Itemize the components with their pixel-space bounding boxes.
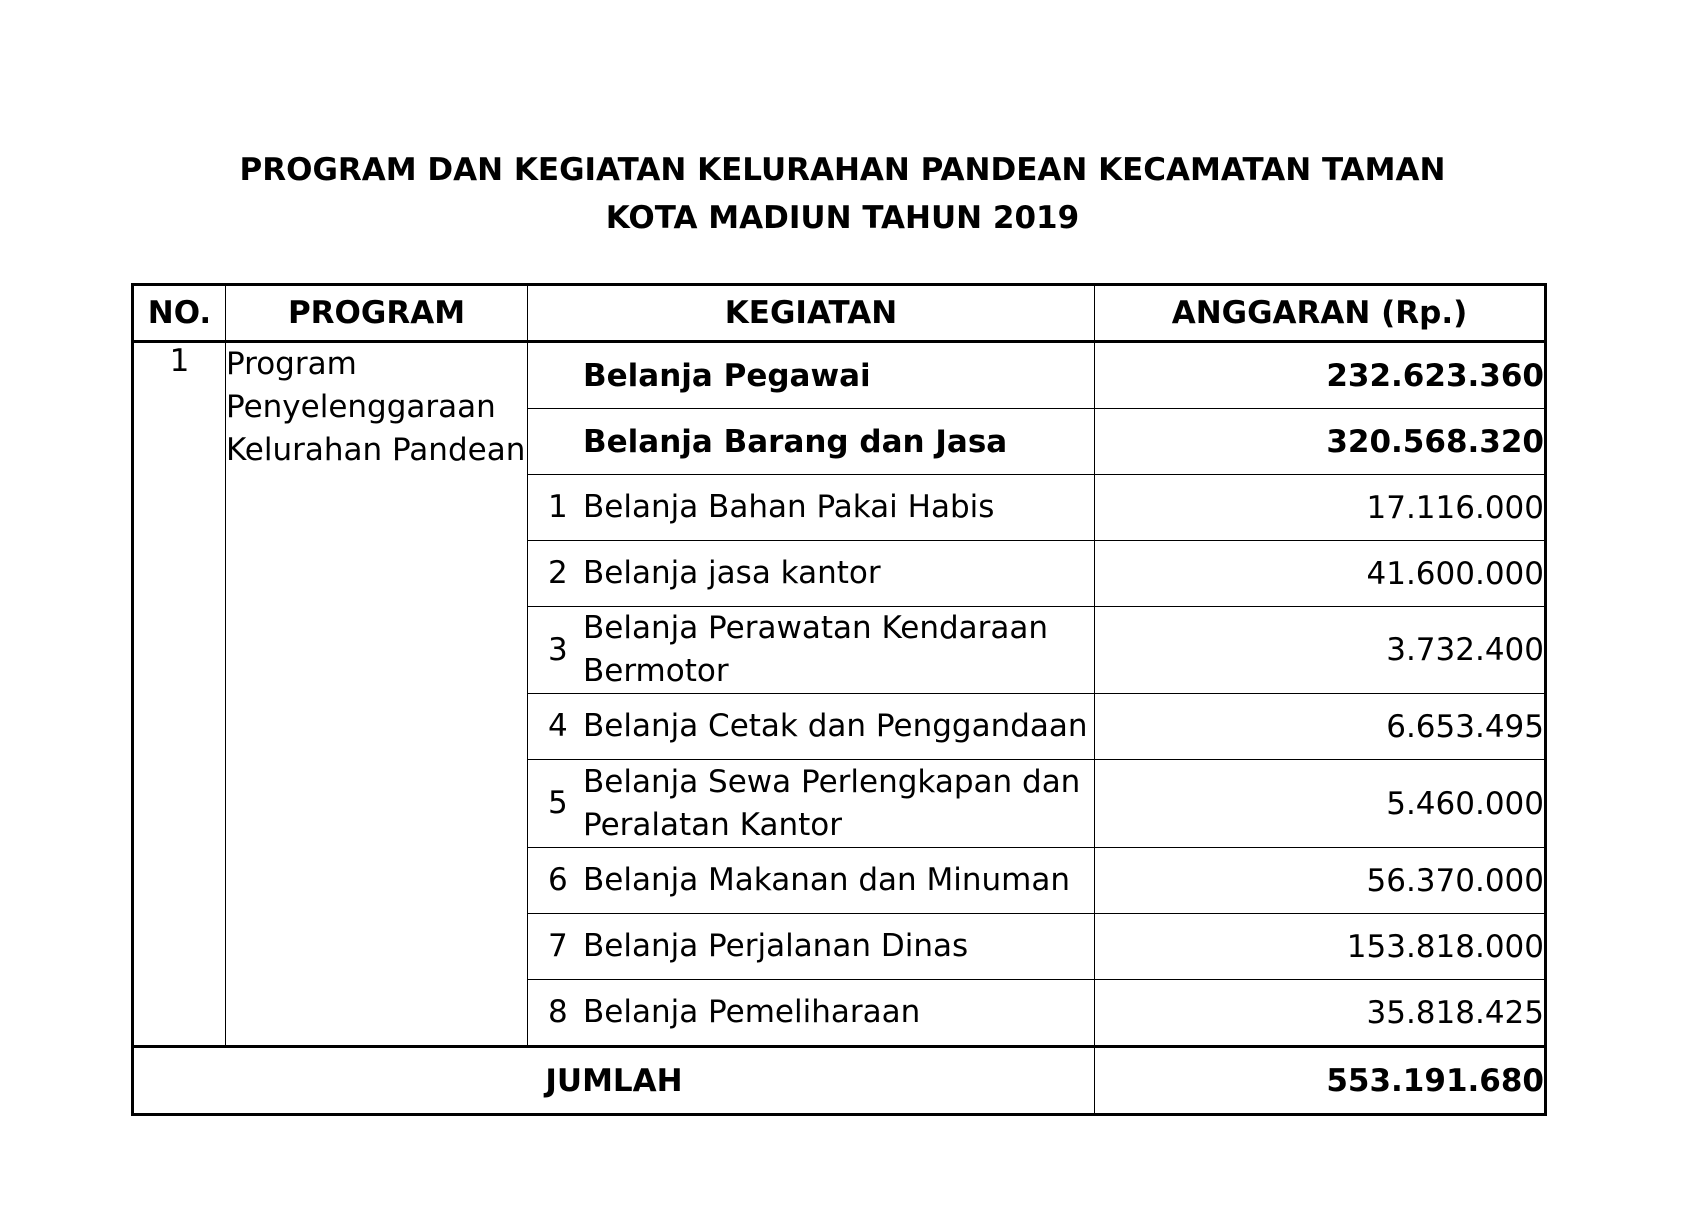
item-number: 8 [548,994,568,1030]
header-program: PROGRAM [226,285,528,342]
item-number: 2 [548,555,568,591]
document-title-line-2: KOTA MADIUN TAHUN 2019 [605,200,1080,236]
anggaran-value: 41.600.000 [1095,541,1546,607]
kegiatan-label: Belanja jasa kantor [583,555,881,591]
item-number: 7 [548,928,568,964]
anggaran-value: 6.653.495 [1095,694,1546,760]
total-label: JUMLAH [133,1047,1095,1115]
item-number: 6 [548,862,568,898]
kegiatan-cell [528,409,1095,475]
table-row [133,342,1546,409]
kegiatan-label: Belanja Pemeliharaan [583,994,921,1030]
item-number: 3 [548,631,568,668]
anggaran-value: 17.116.000 [1095,475,1546,541]
header-anggaran: ANGGARAN (Rp.) [1095,285,1546,342]
item-number: 4 [548,708,568,744]
kegiatan-cell [528,475,1095,541]
header-no: NO. [133,285,226,342]
kegiatan-label: Belanja Bahan Pakai Habis [583,489,995,525]
kegiatan-cell [528,848,1095,914]
kegiatan-cell [528,607,1095,694]
anggaran-value: 232.623.360 [1326,357,1544,394]
budget-table [131,283,1547,1116]
item-number: 1 [548,489,568,525]
anggaran-cell [1095,342,1546,409]
anggaran-value: 56.370.000 [1095,848,1546,914]
kegiatan-label: Belanja Perawatan Kendaraan Bermotor [583,610,1049,689]
kegiatan-label: Belanja Pegawai [583,357,871,394]
total-amount: 553.191.680 [1095,1047,1546,1115]
program-number: 1 [133,342,226,1047]
document-title-line-1: PROGRAM DAN KEGIATAN KELURAHAN PANDEAN KECAMATAN TAMAN [239,152,1446,188]
kegiatan-label: Belanja Barang dan Jasa [583,423,1008,460]
kegiatan-cell [528,694,1095,760]
kegiatan-cell [528,541,1095,607]
anggaran-value: 3.732.400 [1095,607,1546,694]
anggaran-value: 320.568.320 [1326,423,1544,460]
anggaran-value: 5.460.000 [1095,760,1546,848]
kegiatan-cell [528,914,1095,980]
anggaran-value: 35.818.425 [1095,980,1546,1047]
program-name: Program Penyelenggaraan Kelurahan Pandean [226,342,528,1047]
anggaran-cell [1095,409,1546,475]
kegiatan-label: Belanja Makanan dan Minuman [583,862,1071,898]
item-number: 5 [548,785,568,821]
kegiatan-label: Belanja Perjalanan Dinas [583,928,969,964]
table-header-row [133,285,1546,342]
kegiatan-cell [528,342,1095,409]
header-kegiatan: KEGIATAN [528,285,1095,342]
total-row [133,1047,1546,1115]
kegiatan-cell [528,760,1095,848]
kegiatan-label: Belanja Sewa Perlengkapan dan Peralatan Kantor [583,763,1081,843]
kegiatan-cell [528,980,1095,1047]
anggaran-value: 153.818.000 [1095,914,1546,980]
kegiatan-label: Belanja Cetak dan Penggandaan [583,708,1088,744]
